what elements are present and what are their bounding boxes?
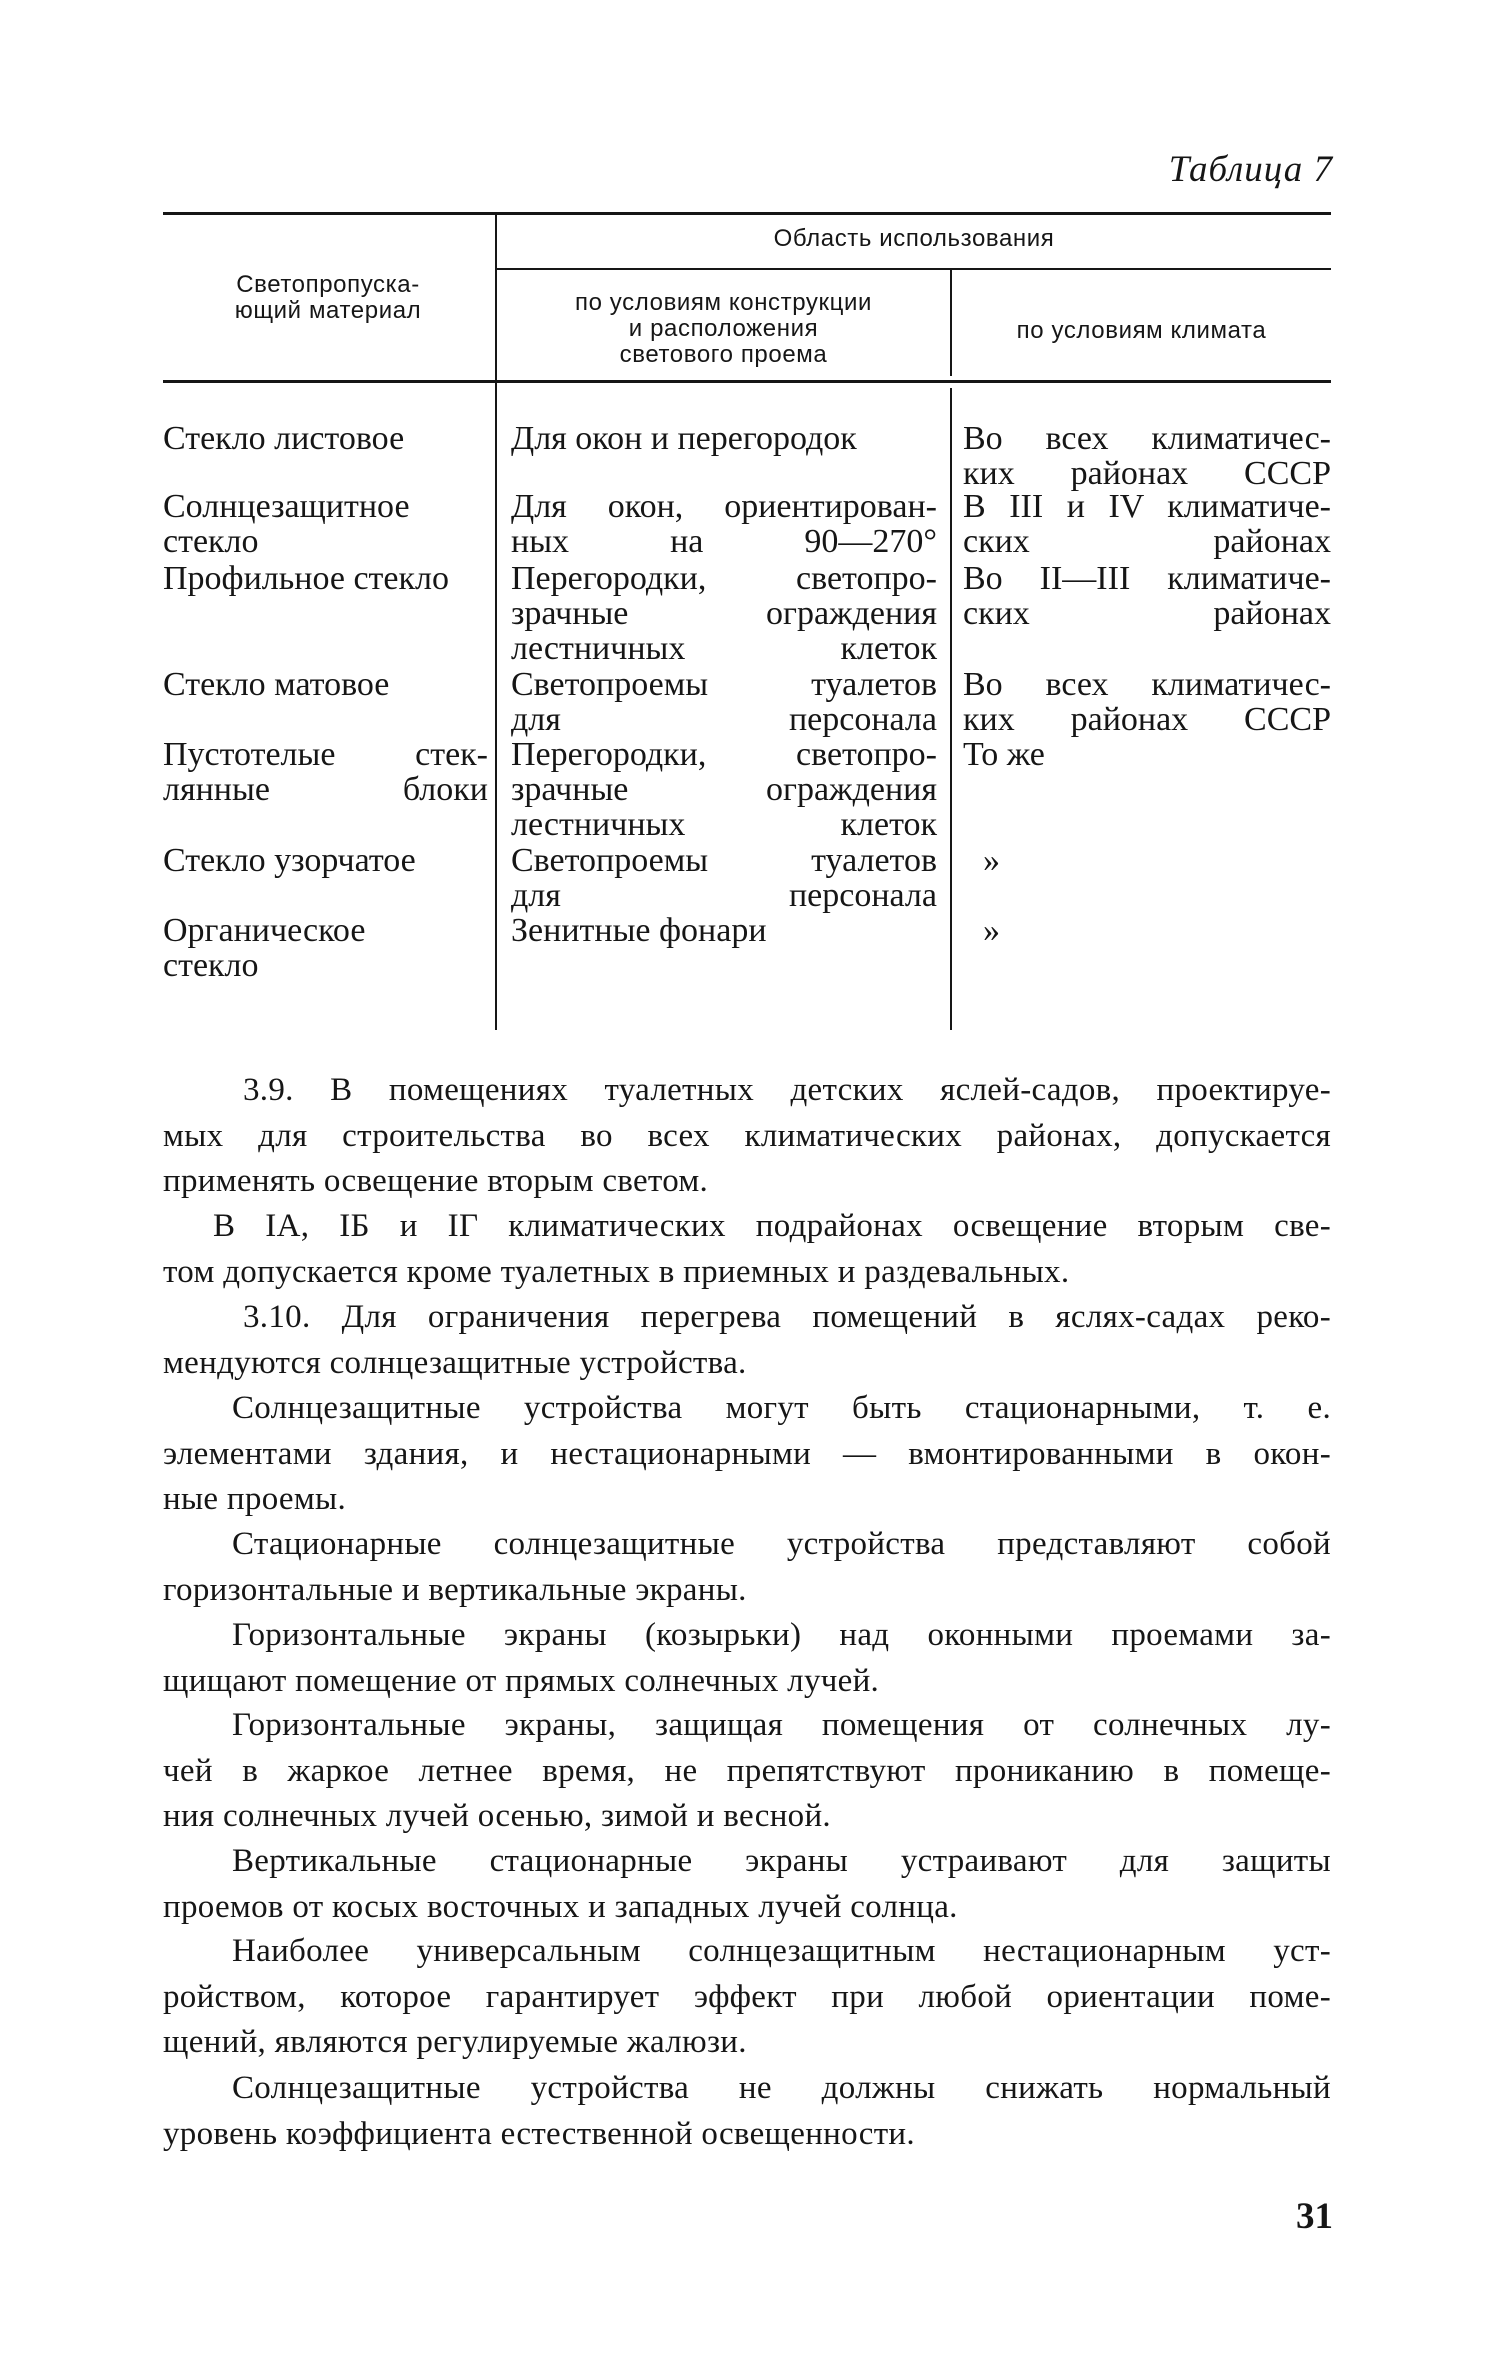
paragraph: Вертикальные стационарные экраны устраивают для защиты проемов от косых восточных и западных лучей солнца.	[163, 1843, 1331, 1925]
paragraph-3-9: 3.9. В помещениях туалетных детских яслей-садов, проектируе- мых для строительства во всех климатических районах, допускается применять освещение вторым светом.	[163, 1072, 1331, 1199]
table-group-rule	[495, 268, 1331, 270]
paragraph: Горизонтальные экраны (козырьки) над оконными проемами за- щищают помещение от прямых солнечных лучей.	[163, 1617, 1331, 1699]
paragraph: Стационарные солнцезащитные устройства представляют собой горизонтальные и вертикальные экраны.	[163, 1526, 1331, 1608]
table-header-bottom-rule	[163, 380, 1331, 383]
cell-climate: В III и IV климатиче- ских районах	[963, 488, 1331, 560]
cell-material: Пустотелые стек- лянные блоки	[163, 736, 488, 808]
header-construction: по условиям конструкции и расположения светового проема	[575, 289, 872, 368]
cell-material: Стекло листовое	[163, 420, 405, 457]
table-caption: Таблица 7	[1168, 149, 1333, 190]
header-climate: по условиям климата	[1016, 317, 1267, 344]
header-material: Светопропуска- ющий материал	[234, 271, 422, 324]
cell-climate-ditto: »	[983, 912, 1000, 949]
header-usage-area: Область использования	[773, 225, 1055, 252]
paragraph-3-10: 3.10. Для ограничения перегрева помещений в яслях-садах реко- мендуются солнцезащитные устройства.	[163, 1299, 1331, 1381]
cell-construction: Светопроемы туалетов для персонала	[511, 842, 937, 914]
cell-climate: То же	[963, 736, 1045, 773]
table-top-rule	[163, 212, 1331, 215]
cell-material: Профильное стекло	[163, 560, 449, 597]
cell-construction: Светопроемы туалетов для персонала	[511, 666, 937, 738]
page-number: 31	[1296, 2196, 1333, 2237]
paragraph: Солнцезащитные устройства могут быть стационарными, т. е. элементами здания, и нестационарными — вмонтированными в окон- ные проемы.	[163, 1390, 1331, 1517]
cell-climate-ditto: »	[983, 842, 1000, 879]
cell-material: Органическое стекло	[163, 912, 366, 984]
cell-construction: Зенитные фонари	[511, 912, 767, 949]
table-column-divider	[950, 388, 952, 1030]
cell-climate: Во всех климатичес- ких районах СССР	[963, 420, 1331, 492]
cell-construction: Для окон, ориентирован- ных на 90—270°	[511, 488, 937, 560]
cell-material: Стекло узорчатое	[163, 842, 416, 879]
cell-material: Стекло матовое	[163, 666, 390, 703]
paragraph: Солнцезащитные устройства не должны снижать нормальный уровень коэффициента естественной освещенности.	[163, 2070, 1331, 2152]
paragraph: В IА, IБ и IГ климатических подрайонах освещение вторым све- том допускается кроме туалетных в приемных и раздевальных.	[163, 1208, 1331, 1290]
cell-material: Солнцезащитное стекло	[163, 488, 410, 560]
cell-construction: Для окон и перегородок	[511, 420, 857, 457]
paragraph: Горизонтальные экраны, защищая помещения от солнечных лу- чей в жаркое летнее время, не препятствуют прониканию в помеще- ния солнечных лучей осенью, зимой и весной.	[163, 1707, 1331, 1834]
cell-climate: Во II—III климатиче- ских районах	[963, 560, 1331, 632]
paragraph: Наиболее универсальным солнцезащитным нестационарным уст- ройством, которое гарантирует эффект при любой ориентации поме- щений, являются регулируемые жалюзи.	[163, 1933, 1331, 2060]
cell-construction: Перегородки, светопро- зрачные ограждения лестничных клеток	[511, 736, 937, 843]
cell-construction: Перегородки, светопро- зрачные ограждения лестничных клеток	[511, 560, 937, 667]
cell-climate: Во всех климатичес- ких районах СССР	[963, 666, 1331, 738]
